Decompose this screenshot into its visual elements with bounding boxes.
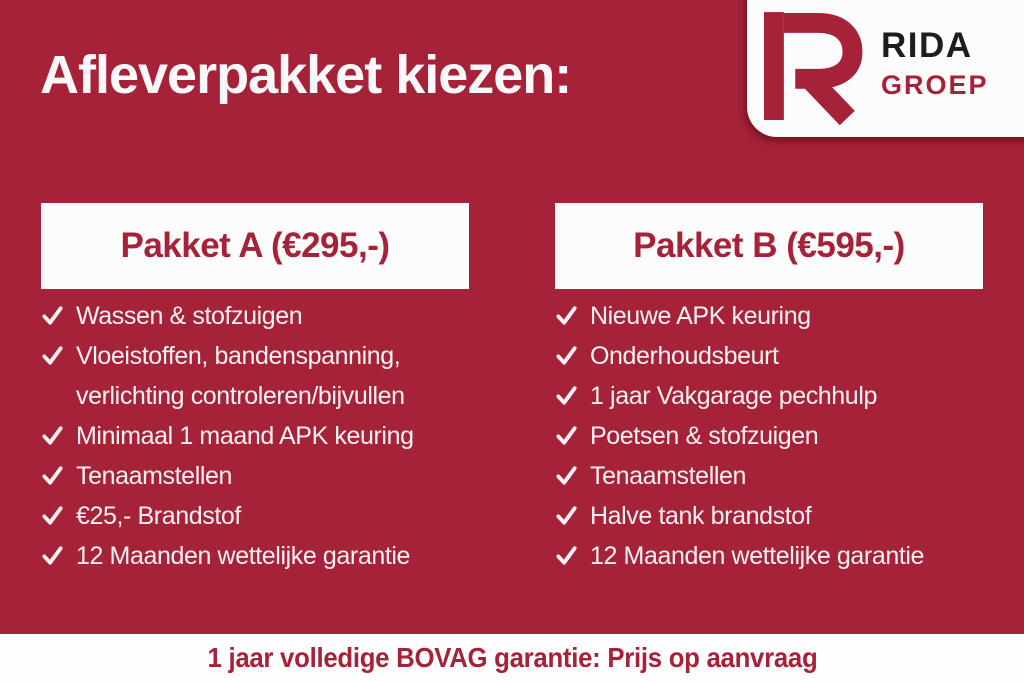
feature-label: Tenaamstellen [590,462,747,490]
feature-label: 1 jaar Vakgarage pechhulp [590,382,877,410]
footer-banner [0,634,1024,682]
check-icon [41,464,64,487]
feature-row [555,456,983,496]
check-icon [555,344,578,367]
logo-wordmark [881,28,989,99]
check-icon [555,544,578,567]
package-a-column [41,203,469,576]
package-a-feature-list [41,296,469,576]
feature-label: Nieuwe APK keuring [590,302,811,330]
feature-label: Onderhoudsbeurt [590,342,779,370]
package-a-title: Pakket A (€295,-) [120,226,390,265]
package-a-title-box [41,203,469,289]
check-icon [41,424,64,447]
check-icon [41,504,64,527]
feature-row [41,536,469,576]
rida-groep-logo [747,0,1024,137]
check-icon [41,344,64,367]
feature-row [41,456,469,496]
check-icon [555,384,578,407]
logo-brand-subtitle: GROEP [881,70,989,100]
package-b-column [555,203,983,576]
footer-guarantee-text: 1 jaar volledige BOVAG garantie: Prijs op aanvraag [207,642,817,673]
feature-row [41,416,469,456]
check-icon [555,464,578,487]
feature-row [41,336,469,416]
feature-row [555,536,983,576]
check-icon [555,504,578,527]
check-icon [555,424,578,447]
feature-row [555,296,983,336]
check-icon [41,544,64,567]
feature-label: Poetsen & stofzuigen [590,422,819,450]
logo-brand-name: RIDA [881,26,973,65]
check-icon [555,304,578,327]
package-b-feature-list [555,296,983,576]
feature-row [41,496,469,536]
rida-r-monogram-icon [764,12,870,122]
feature-label: Wassen & stofzuigen [76,302,303,330]
feature-label: Tenaamstellen [76,462,233,490]
page-title: Afleverpakket kiezen: [40,45,572,105]
feature-label: Minimaal 1 maand APK keuring [76,422,414,450]
feature-label: €25,- Brandstof [76,502,241,530]
feature-row [555,496,983,536]
feature-row [555,376,983,416]
feature-label: Halve tank brandstof [590,502,812,530]
feature-row [555,416,983,456]
feature-row [41,296,469,336]
feature-label: 12 Maanden wettelijke garantie [76,542,411,570]
check-icon [41,304,64,327]
package-b-title-box [555,203,983,289]
feature-row [555,336,983,376]
feature-label: 12 Maanden wettelijke garantie [590,542,925,570]
package-b-title: Pakket B (€595,-) [633,226,905,265]
feature-label: Vloeistoffen, bandenspanning, verlichting controleren/bijvullen [76,342,405,410]
